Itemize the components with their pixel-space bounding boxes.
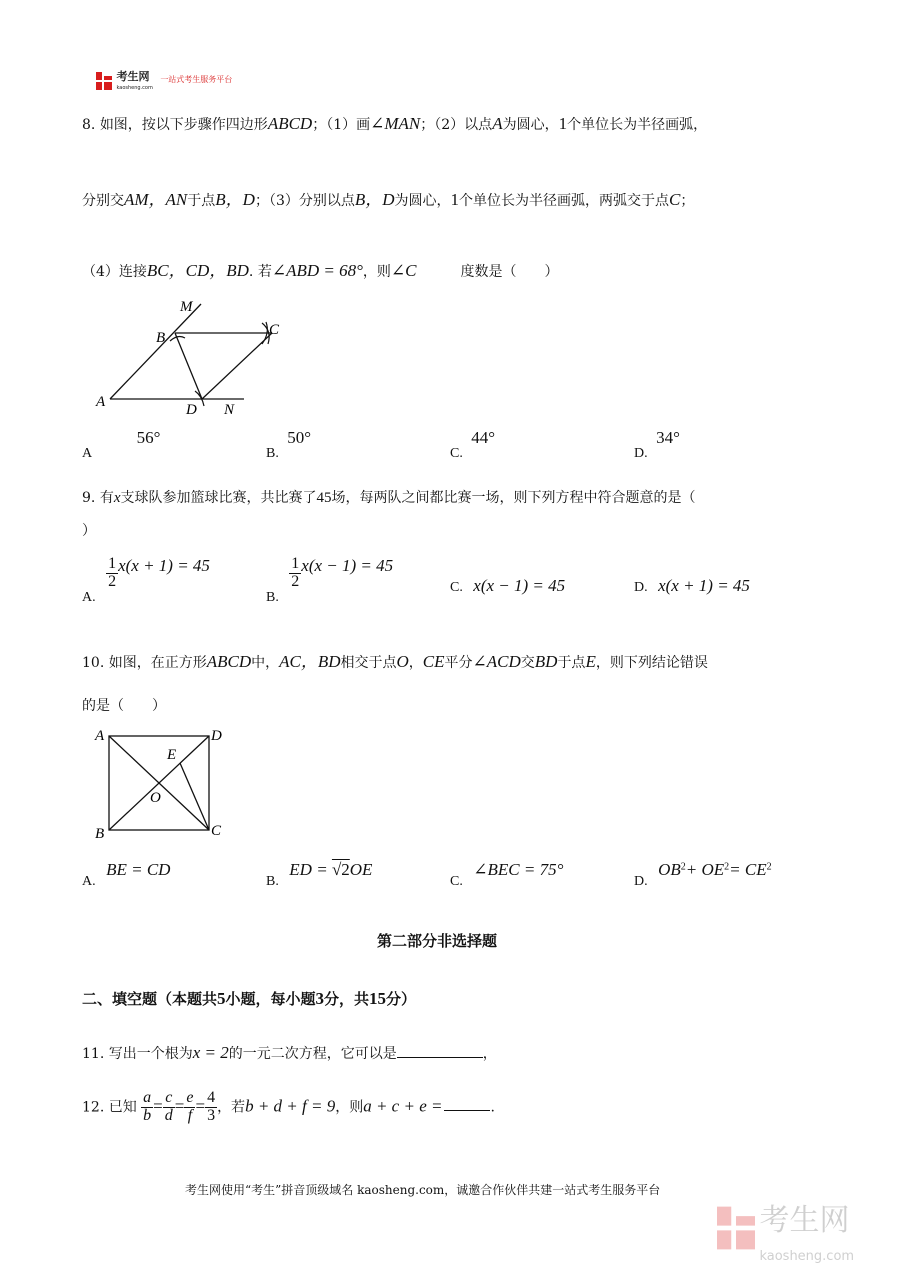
- q8-text: 为圆心，: [394, 193, 451, 209]
- fraction: [141, 1090, 153, 1125]
- option-letter: A.: [82, 874, 96, 889]
- watermark-logo-icon: [717, 1206, 755, 1250]
- option-expr: BE = CD: [106, 860, 171, 879]
- q10-text: 如图，在正方形: [108, 655, 207, 671]
- q8-text: 如图，按以下步骤作四边形: [99, 117, 268, 133]
- option-letter: A.: [82, 590, 96, 606]
- q8-text: （4）连接: [82, 264, 147, 280]
- q9-text: 场，每两队之间都比赛一场，则下列方程中符合题意的是（: [331, 490, 696, 506]
- q8-text: 于点: [187, 193, 216, 209]
- q11-answer-blank[interactable]: [397, 1057, 483, 1058]
- section-text: 分）: [386, 990, 417, 1008]
- q8-label-a: A: [96, 394, 106, 410]
- option-letter: D.: [634, 580, 648, 595]
- fraction: [184, 1090, 195, 1125]
- equals: =: [174, 1096, 185, 1116]
- q10-text: 于点: [557, 655, 586, 671]
- frac-den: d: [164, 1106, 173, 1124]
- q12-text: ，若: [217, 1099, 246, 1116]
- option-value: 44°: [471, 428, 496, 447]
- option-letter: C.: [450, 446, 463, 461]
- q8-bc-cd-bd: BC，CD，BD: [146, 261, 249, 280]
- q12-text: ，则: [335, 1099, 364, 1116]
- frac-den: b: [143, 1106, 152, 1124]
- q8-number: 8.: [82, 117, 96, 133]
- q12-answer-blank[interactable]: [444, 1110, 490, 1111]
- q8-text: ；（2）以点: [420, 117, 493, 133]
- option-letter: D.: [634, 874, 648, 889]
- q9-text: 有: [99, 490, 114, 506]
- q10-label-a: A: [95, 728, 105, 744]
- q8-b-d: B，D: [215, 190, 255, 209]
- frac-num: a: [143, 1089, 152, 1106]
- q8-text: . 若: [248, 264, 272, 280]
- q10-label-b: B: [95, 826, 105, 842]
- q10-label-e: E: [167, 747, 177, 763]
- q8-label-c: C: [269, 322, 280, 338]
- q10-text: 相交于点: [340, 655, 397, 671]
- q8-point-c: C: [669, 190, 681, 209]
- q8-line2: [82, 185, 694, 210]
- q8-angle-man: ∠MAN: [370, 114, 421, 133]
- watermark: [717, 1203, 855, 1271]
- logo-main-text: 考生网: [116, 70, 150, 83]
- q10-label-o: O: [150, 790, 161, 806]
- q10-option-c[interactable]: [450, 860, 564, 889]
- option-expr: OB: [658, 860, 681, 879]
- q8-text: ，则: [362, 264, 391, 280]
- section-count: 5: [217, 989, 226, 1008]
- q10-option-a[interactable]: [82, 860, 171, 889]
- option-value: 34°: [656, 428, 680, 447]
- section-text: 二、填空题（本题共: [82, 990, 218, 1008]
- q8-text: 个单位长为半径画弧，: [567, 117, 708, 133]
- footer-text: 考生网使用“考生”拼音顶级域名 kaosheng.com，诚邀合作伙伴共建一站式考生服务平台: [185, 1183, 661, 1197]
- q8-label-n: N: [224, 402, 235, 418]
- sqrt-two: √2: [331, 860, 350, 879]
- q10-bd: BD: [534, 652, 558, 671]
- q9-option-d[interactable]: [634, 576, 750, 596]
- q8-line-cd: [202, 333, 272, 399]
- q10-label-d: D: [211, 728, 222, 744]
- q8-am-an: AM，AN: [124, 190, 188, 209]
- frac-num: 1: [291, 555, 300, 572]
- q9-line2: [82, 520, 96, 540]
- q10-option-b[interactable]: [266, 860, 373, 889]
- q10-text: ，: [408, 655, 423, 671]
- q8-line-bd: [175, 333, 202, 399]
- option-expr: = CE: [729, 860, 767, 879]
- option-expr: OE: [349, 860, 373, 879]
- q10-ce: CE: [422, 652, 445, 671]
- option-letter: C.: [450, 874, 463, 889]
- q9-option-a[interactable]: [82, 555, 210, 606]
- q8-point-a: A: [492, 114, 503, 133]
- q12-number: 12.: [82, 1099, 105, 1116]
- q12-text: 已知: [108, 1099, 137, 1116]
- frac-num: 1: [108, 555, 117, 572]
- q8-option-b[interactable]: [266, 428, 312, 461]
- q9-text: 支球队参加篮球比赛，共比赛了: [120, 490, 317, 506]
- frac-num: e: [186, 1089, 194, 1106]
- q8-text: ；（3）分别以点: [254, 193, 355, 209]
- q10-line-ce: [180, 763, 209, 830]
- option-letter: B.: [266, 874, 279, 889]
- watermark-main-text: 考生网: [759, 1203, 850, 1238]
- q12-ask: a + c + e =: [363, 1096, 443, 1116]
- option-letter: C.: [450, 580, 463, 595]
- superscript: 2: [766, 861, 772, 873]
- q8-line1: [82, 114, 707, 134]
- frac-den: 2: [291, 572, 300, 590]
- equals: =: [153, 1096, 163, 1116]
- q8-abcd: ABCD: [267, 114, 313, 133]
- q9-45: 45: [316, 490, 332, 506]
- frac-den: 3: [207, 1106, 216, 1124]
- q10-text: 的是（ ）: [82, 698, 166, 714]
- frac-num: c: [163, 1090, 175, 1108]
- q9-option-b[interactable]: [266, 555, 394, 606]
- section-text: 小题，每小题: [225, 990, 316, 1008]
- q10-text: 交: [520, 655, 535, 671]
- q11-text: ，: [482, 1046, 497, 1062]
- q11-number: 11.: [82, 1046, 105, 1062]
- watermark-sub-text: kaosheng.com: [759, 1249, 855, 1264]
- fraction: [163, 1090, 175, 1125]
- q9-option-c[interactable]: [450, 576, 565, 596]
- frac-den: f: [187, 1106, 193, 1124]
- option-expr: x(x + 1) = 45: [658, 576, 750, 595]
- q8-figure: [92, 296, 292, 420]
- superscript: 2: [724, 861, 730, 873]
- q8-angle-c: ∠C: [390, 261, 417, 280]
- option-letter: A: [82, 446, 93, 461]
- q12-condition: b + d + f = 9: [245, 1096, 336, 1116]
- section-total: 15: [369, 989, 387, 1008]
- q8-line3: [82, 256, 558, 281]
- q12: [82, 1090, 495, 1125]
- q10-e: E: [585, 652, 596, 671]
- q8-option-a[interactable]: [82, 428, 161, 461]
- frac-den: 2: [108, 572, 117, 590]
- option-expr: x(x − 1) = 45: [473, 576, 566, 595]
- option-letter: B.: [266, 590, 279, 606]
- section-text: 分，共: [324, 990, 370, 1008]
- q10-text: 平分: [444, 655, 473, 671]
- frac-num: 4: [207, 1089, 216, 1106]
- q10-figure: [92, 724, 232, 844]
- q8-label-d: D: [186, 402, 197, 418]
- option-expr: ∠BEC = 75°: [473, 860, 564, 879]
- q8-text: 为圆心，: [502, 117, 559, 133]
- q8-label-m: M: [180, 299, 193, 315]
- q12-text: .: [490, 1099, 495, 1116]
- q8-option-d[interactable]: [634, 428, 680, 461]
- option-letter: D.: [634, 446, 648, 461]
- fraction: [106, 556, 118, 591]
- q9-x: x: [113, 490, 121, 506]
- q10-label-c: C: [211, 823, 222, 839]
- q8-label-b: B: [156, 330, 166, 346]
- q8-text: ；: [680, 193, 695, 209]
- q10-ac-bd: AC，BD: [279, 652, 341, 671]
- fraction: [289, 556, 301, 591]
- q11-text: 的一元二次方程，它可以是: [228, 1046, 397, 1062]
- q8-line-am: [110, 304, 201, 399]
- logo-icon: [96, 72, 112, 90]
- q9-number: 9.: [82, 490, 96, 506]
- q10-text: ，则下列结论错误: [595, 655, 708, 671]
- q10-text: 中，: [251, 655, 280, 671]
- q11-text: 写出一个根为: [108, 1046, 193, 1062]
- q11-expr: x = 2: [192, 1043, 229, 1062]
- q10-option-d[interactable]: [634, 860, 772, 889]
- superscript: 2: [680, 861, 686, 873]
- option-letter: B.: [266, 446, 279, 461]
- q11: [82, 1043, 497, 1063]
- q8-text: ；（1）画: [312, 117, 371, 133]
- header-tagline: 一站式考生服务平台: [160, 75, 233, 84]
- q10-number: 10.: [82, 655, 105, 671]
- fraction: [205, 1090, 217, 1125]
- option-expr: ED =: [289, 860, 332, 879]
- option-value: 50°: [287, 428, 312, 447]
- section-score: 3: [315, 989, 325, 1008]
- q10-line1: [82, 647, 708, 672]
- option-expr: x(x − 1) = 45: [301, 556, 394, 576]
- q10-line2: [82, 695, 166, 715]
- q8-text: 个单位长为半径画弧，两弧交于点: [459, 193, 670, 209]
- q10-o: O: [396, 652, 409, 671]
- q9-text: ）: [82, 523, 96, 539]
- option-expr: + OE: [685, 860, 725, 879]
- q8-text: 分别交: [82, 193, 124, 209]
- q10-abcd: ABCD: [206, 652, 252, 671]
- option-value: 56°: [136, 428, 161, 447]
- q9-line1: [82, 487, 695, 507]
- q10-angle-acd: ∠ACD: [472, 652, 521, 671]
- q8-one: 1: [450, 190, 460, 209]
- q8-one: 1: [558, 114, 568, 133]
- part2-title: 第二部分非选择题: [377, 932, 498, 950]
- option-expr: x(x + 1) = 45: [118, 556, 210, 576]
- section-heading: [82, 988, 416, 1009]
- q8-angle-abd: ∠ABD = 68°: [271, 261, 363, 280]
- equals: =: [195, 1096, 206, 1116]
- q8-option-c[interactable]: [450, 428, 496, 461]
- q8-b-d: B，D: [354, 190, 395, 209]
- header-logo: [96, 72, 232, 93]
- q8-text: 度数是（ ）: [460, 264, 559, 280]
- logo-sub-text: kaosheng.com: [116, 85, 153, 91]
